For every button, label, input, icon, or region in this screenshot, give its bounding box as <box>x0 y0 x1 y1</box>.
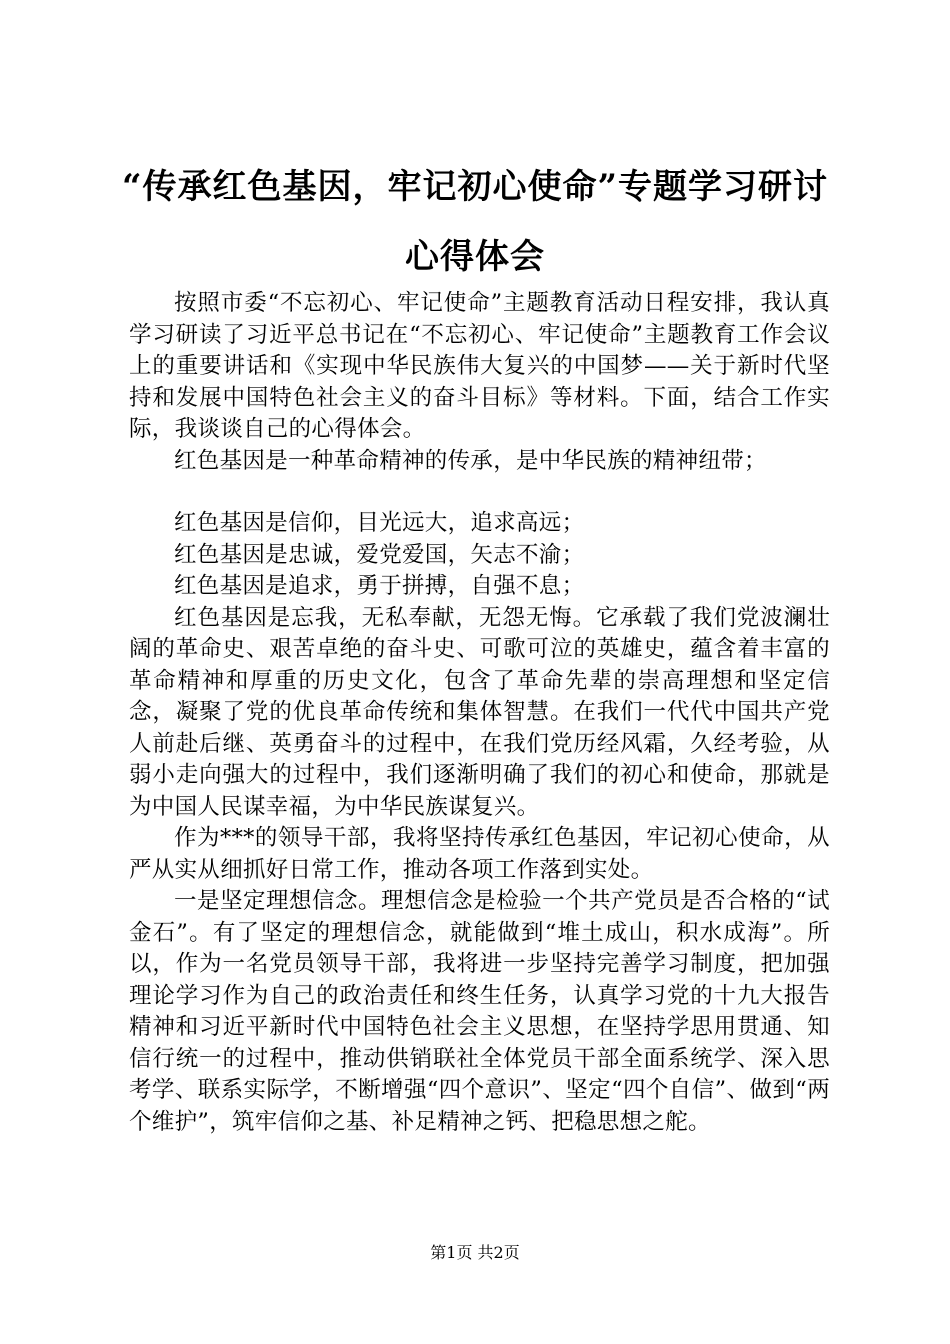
paragraph-red-gene-selfless: 红色基因是忘我，无私奉献，无怨无悔。它承载了我们党波澜壮阔的革命史、艰苦卓绝的奋斗史、可歌可泣的英雄史，蕴含着丰富的革命精神和厚重的历史文化，包含了革命先辈的崇高理想和坚定信念，凝聚了党的优良革命传统和集体智慧。在我们一代代中国共产党人前赴后继、英勇奋斗的过程中，在我们党历经风霜，久经考验，从弱小走向强大的过程中，我们逐渐明确了我们的初心和使命，那就是为中国人民谋幸福，为中华民族谋复兴。 <box>129 604 830 820</box>
document-body <box>129 288 830 1138</box>
paragraph-red-gene-faith: 红色基因是信仰，目光远大，追求高远； <box>174 510 585 536</box>
paragraph-red-gene-spirit: 红色基因是一种革命精神的传承，是中华民族的精神纽带； <box>174 447 767 474</box>
paragraph-leader-commitment: 作为***的领导干部，我将坚持传承红色基因，牢记初心使命，从严从实从细抓好日常工作，推动各项工作落到实处。 <box>129 825 830 883</box>
paragraph-red-gene-pursuit: 红色基因是追求，勇于拼搏，自强不息； <box>174 573 585 599</box>
paragraph-red-gene-loyalty: 红色基因是忠诚，爱党爱国，矢志不渝； <box>174 541 585 568</box>
paragraph-intro: 按照市委“不忘初心、牢记使命”主题教育活动日程安排，我认真学习研读了习近平总书记在“不忘初心、牢记使命”主题教育工作会议上的重要讲话和《实现中华民族伟大复兴的中国梦——关于新时代坚持和发展中国特色社会主义的奋斗目标》等材料。下面，结合工作实际，我谈谈自己的心得体会。 <box>129 290 830 442</box>
paragraph-firm-ideals: 一是坚定理想信念。理想信念是检验一个共产党员是否合格的“试金石”。有了坚定的理想信念，就能做到“堆土成山，积水成海”。所以，作为一名党员领导干部，我将进一步坚持完善学习制度，把加强理论学习作为自己的政治责任和终生任务，认真学习党的十九大报告精神和习近平新时代中国特色社会主义思想，在坚持学思用贯通、知信行统一的过程中，推动供销联社全体党员干部全面系统学、深入思考学、联系实际学，不断增强“四个意识”、坚定“四个自信”、做到“两个维护”，筑牢信仰之基、补足精神之钙、把稳思想之舵。 <box>129 888 830 1135</box>
document-title: “传承红色基因，牢记初心使命”专题学习研讨心得体会 <box>121 167 829 277</box>
blank-line <box>129 477 830 508</box>
page-footer: 第1页 共2页 <box>430 1243 520 1262</box>
